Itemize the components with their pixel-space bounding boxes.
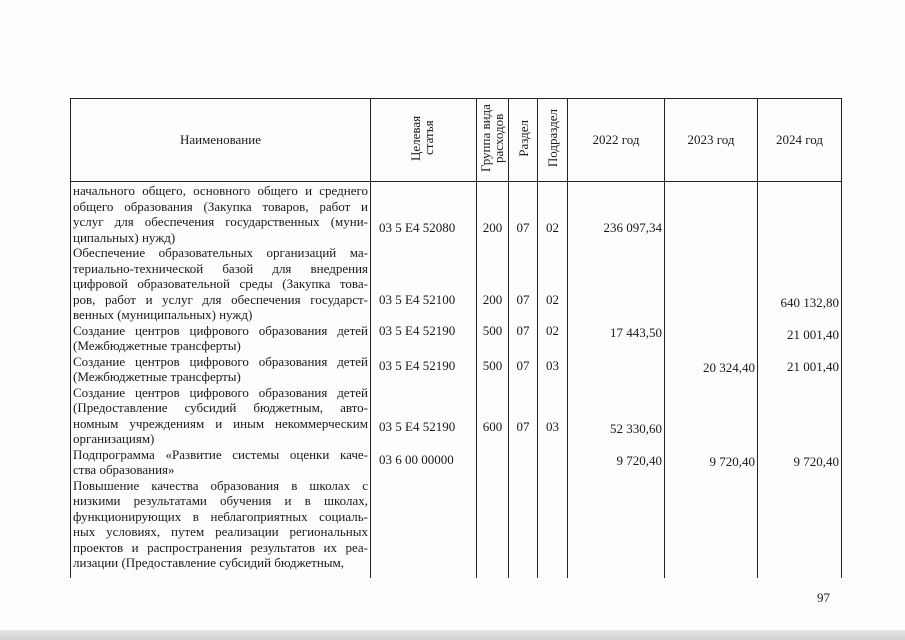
cell-section: 07 [516,323,530,338]
cell-section: 07 [516,292,530,307]
table-header-row [71,99,842,182]
expense-group-column [477,182,509,579]
name-lines [71,182,370,571]
target-article-column [371,182,477,579]
name-line: (Предоставление субсидий бюджетным, авто- [73,400,368,415]
page-number: 97 [817,590,830,605]
cell-code: 03 5 E4 52190 [379,358,456,373]
name-line: териально-технической базой для внедрения [73,260,368,276]
name-line: организациям) [73,431,155,446]
header-subsection: Подраздел [538,99,568,182]
cell-y2024: 21 001,40 [787,359,839,374]
name-line: функционирующих в неблагоприятных социаль- [73,508,368,524]
cell-subsection: 03 [546,419,559,434]
header-section: Раздел [509,99,538,182]
year-2023-column [665,182,758,579]
name-line: номным учреждениям и иным некоммерческим [73,415,368,431]
table-body [71,182,842,579]
name-column [71,182,371,579]
header-expense-group: Группа вида расходов [477,99,509,182]
name-line: общего образования (Закупка товаров, работ и [73,198,368,214]
name-line: ров, работ и услуг для обеспечения государст- [73,291,368,307]
name-line: ных условиях, путем реализации региональных [73,524,368,539]
cell-subsection: 02 [546,323,559,338]
cell-subsection: 03 [546,358,559,373]
cell-code: 03 5 E4 52190 [379,419,456,434]
cell-group: 500 [482,323,503,338]
name-line: (Межбюджетные трансферты) [73,338,241,353]
name-line: Повышение качества образования в школах с [73,477,368,493]
cell-group: 200 [482,220,503,235]
cell-group: 600 [482,419,503,434]
name-line: Создание центров цифрового образования детей [73,384,368,400]
cell-y2023: 20 324,40 [703,360,755,375]
header-2024: 2024 год [758,99,842,182]
cell-y2022: 17 443,50 [610,325,662,340]
subsection-column [538,182,568,579]
cell-y2022: 9 720,40 [616,453,662,468]
cell-code: 03 5 E4 52190 [379,323,456,338]
name-line: услуг для обеспечения государственных (муни- [73,214,368,229]
page-bottom-shadow [0,630,905,640]
name-line: цифровой образовательной среды (Закупка това- [73,276,368,291]
name-line: Создание центров цифрового образования детей [73,322,368,338]
name-line: начального общего, основного общего и среднего [73,183,368,198]
header-2022: 2022 год [568,99,665,182]
cell-y2024: 21 001,40 [787,327,839,342]
year-2024-column [758,182,842,579]
section-column [509,182,538,579]
cell-y2024: 9 720,40 [793,454,839,469]
name-line: (Межбюджетные трансферты) [73,369,241,384]
name-line: Подпрограмма «Развитие системы оценки каче- [73,446,368,462]
cell-group: 200 [482,292,503,307]
cell-section: 07 [516,358,530,373]
name-line: Обеспечение образовательных организаций ма- [73,245,368,260]
header-name: Наименование [71,99,371,182]
cell-y2022: 236 097,34 [603,220,662,235]
name-line: проектов и распространения результатов их реа- [73,539,368,555]
cell-code: 03 5 E4 52100 [379,292,456,307]
name-line: венных (муниципальных) нужд) [73,307,253,322]
cell-subsection: 02 [546,220,559,235]
cell-subsection: 02 [546,292,559,307]
cell-code: 03 6 00 00000 [379,452,454,467]
cell-y2022: 52 330,60 [610,421,662,436]
cell-code: 03 5 E4 52080 [379,220,456,235]
name-line: ципальных) нужд) [73,229,176,245]
cell-group: 500 [482,358,503,373]
cell-y2024: 640 132,80 [780,295,839,310]
name-line: низкими результатами обучения и в школах, [73,493,368,508]
year-2022-column [568,182,665,579]
header-2023: 2023 год [665,99,758,182]
cell-y2023: 9 720,40 [709,454,755,469]
cell-section: 07 [516,419,530,434]
budget-table [70,98,842,578]
name-line: ства образования» [73,462,175,477]
header-target-article: Целевая статья [371,99,477,182]
name-line: лизации (Предоставление субсидий бюджетным, [73,555,345,570]
cell-section: 07 [516,220,530,235]
name-line: Создание центров цифрового образования детей [73,353,368,369]
